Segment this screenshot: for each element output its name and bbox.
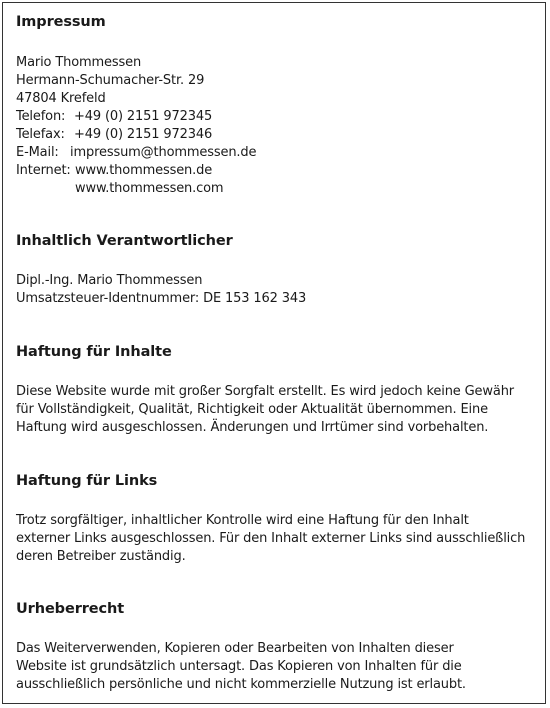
- liability-content-line: für Vollständigkeit, Qualität, Richtigkeit oder Aktualität übernommen. Eine: [16, 402, 488, 417]
- liability-links-heading: Haftung für Links: [16, 473, 158, 489]
- web-row: [16, 162, 212, 180]
- responsible-name: Dipl.-Ing. Mario Thommessen: [16, 273, 203, 288]
- email-label: E-Mail:: [16, 145, 59, 160]
- copyright-heading: Urheberrecht: [16, 601, 125, 617]
- fax-row: [16, 126, 212, 144]
- city-address: 47804 Krefeld: [16, 91, 106, 106]
- copyright-line: Das Weiterverwenden, Kopieren oder Bearbeiten von Inhalten dieser: [16, 641, 454, 656]
- liability-links-line: deren Betreiber zuständig.: [16, 549, 186, 564]
- liability-content-line: Haftung wird ausgeschlossen. Änderungen und Irrtümer sind vorbehalten.: [16, 420, 489, 435]
- liability-links-line: Trotz sorgfältiger, inhaltlicher Kontrolle wird eine Haftung für den Inhalt: [16, 513, 469, 528]
- liability-links-line: externer Links ausgeschlossen. Für den Inhalt externer Links sind ausschließlich: [16, 531, 526, 546]
- phone-label: Telefon:: [16, 109, 66, 124]
- web-link-2[interactable]: www.thommessen.com: [75, 181, 224, 196]
- phone-number: +49 (0) 2151 972345: [74, 109, 213, 124]
- email-row: [16, 144, 256, 162]
- responsible-heading: Inhaltlich Verantwortlicher: [16, 233, 233, 249]
- liability-content-heading: Haftung für Inhalte: [16, 344, 172, 360]
- owner-name: Mario Thommessen: [16, 55, 142, 70]
- street-address: Hermann-Schumacher-Str. 29: [16, 73, 205, 88]
- impressum-heading: Impressum: [16, 14, 106, 30]
- liability-content-line: Diese Website wurde mit großer Sorgfalt erstellt. Es wird jedoch keine Gewähr: [16, 384, 514, 399]
- copyright-line: ausschließlich persönliche und nicht kommerzielle Nutzung ist erlaubt.: [16, 677, 466, 692]
- fax-label: Telefax:: [16, 127, 65, 142]
- vat-id: Umsatzsteuer-Identnummer: DE 153 162 343: [16, 291, 307, 306]
- web-link-1[interactable]: www.thommessen.de: [75, 163, 213, 178]
- phone-row: [16, 108, 212, 126]
- copyright-line: Website ist grundsätzlich untersagt. Das Kopieren von Inhalten für die: [16, 659, 462, 674]
- email-link[interactable]: impressum@thommessen.de: [70, 145, 257, 160]
- fax-number: +49 (0) 2151 972346: [74, 127, 213, 142]
- web-label: Internet:: [16, 163, 71, 178]
